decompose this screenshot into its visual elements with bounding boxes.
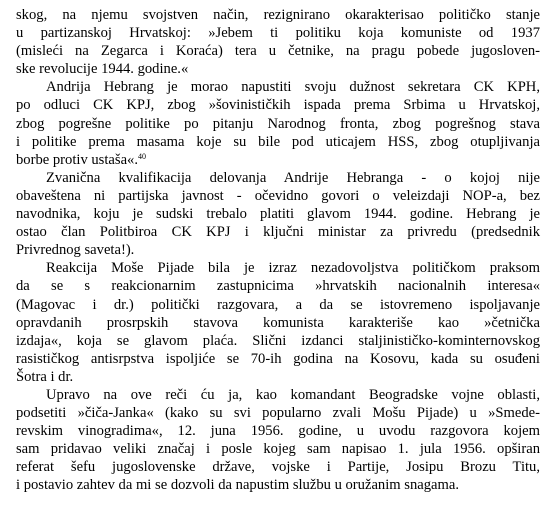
paragraph [16,78,540,168]
footnote-marker: 40 [138,151,146,161]
text-line: revskim vinogradima«, 12. juna 1956. godine, u uvodu razgovora kojem [16,423,540,440]
text-line: po odluci CK KPJ, zbog »šovinističkih ispada prema Srbima u Hrvatskoj, [16,97,540,114]
text-line: opravdanih prosrpskih stavova komunista karakteriše kao »četnička [16,314,540,331]
text-line: borbe protiv ustaša«. [16,151,138,168]
text-line: i postavio zahtev da mi se dozvoli da napustim službu u oružanim snagama. [16,477,459,494]
text-line: Zvanična kvalifikacija delovanja Andrije Hebranga - o kojoj nije [46,169,540,186]
paragraph [16,259,540,386]
text-line: (Magovac i dr.) politički razgovara, a da se istovremeno ispoljavanje [16,296,540,313]
text-line: Privrednog saveta!). [16,242,135,259]
text-line-with-footnote [16,151,540,169]
paragraph [16,386,540,495]
text-line: referat šefu jugoslovenske države, vojske i Partije, Josipu Brozu Titu, [16,459,540,476]
text-line: skog, na njemu svojstven način, rezignirano okarakterisao političko stanje [16,7,540,23]
text-line: podsetiti »čiča-Janka« (kako su svi popularno zvali Mošu Pijade) u »Smede- [16,405,540,422]
text-line: (misleći na Zegarca i Koraća) tera u četnike, na pragu pobede jugosloven- [16,43,540,60]
text-line: i politike prema masama koje su bile pod uticajem HSS, zbog otupljivanja [16,133,540,150]
text-line: izdaja«, koja se glavom plaća. Slični izdanci staljinističko-kominternovskog [16,332,540,349]
text-line: ostao član Politbiroa CK KPJ i ključni ministar za privredu (predsednik [16,224,540,241]
paragraph [16,6,540,78]
paragraph [16,169,540,259]
text-line: da se s reakcionarnim zastupnicima »hrvatskih nacionalnih interesa« [16,278,540,295]
text-line: Upravo na ove reči ću ja, kao komandant Beogradske vojne oblasti, [46,386,540,403]
text-line: sam pridavao veliki značaj i posle kojeg sam napisao 1. jula 1956. opširan [16,441,540,458]
text-line: rasističkog antisrpstva ispoljiće se 70-ih godina na Kosovu, kada su osuđeni [16,350,540,367]
text-line: navodnika, koju je sudski trebalo platiti glavom 1944. godine. Hebrang je [16,206,540,223]
text-line: Andrija Hebrang je morao napustiti svoju dužnost sekretara CK KPH, [46,79,540,96]
text-line: zbog pogrešne politike po pitanju Narodnog fronta, zbog pogrešnog stava [16,115,540,132]
text-line: ske revolucije 1944. godine.« [16,61,189,78]
text-line: Šotra i dr. [16,368,74,385]
text-line: u partizanskoj Hrvatskoj: »Jebem ti politiku koja komuniste od 1937 [16,25,540,42]
text-line: obaveštena ni partijska javnost - očevidno govori o veleizdaji NOP-a, bez [16,187,540,204]
text-line: Reakcija Moše Pijade bila je izraz nezadovoljstva političkom praksom [46,260,540,277]
